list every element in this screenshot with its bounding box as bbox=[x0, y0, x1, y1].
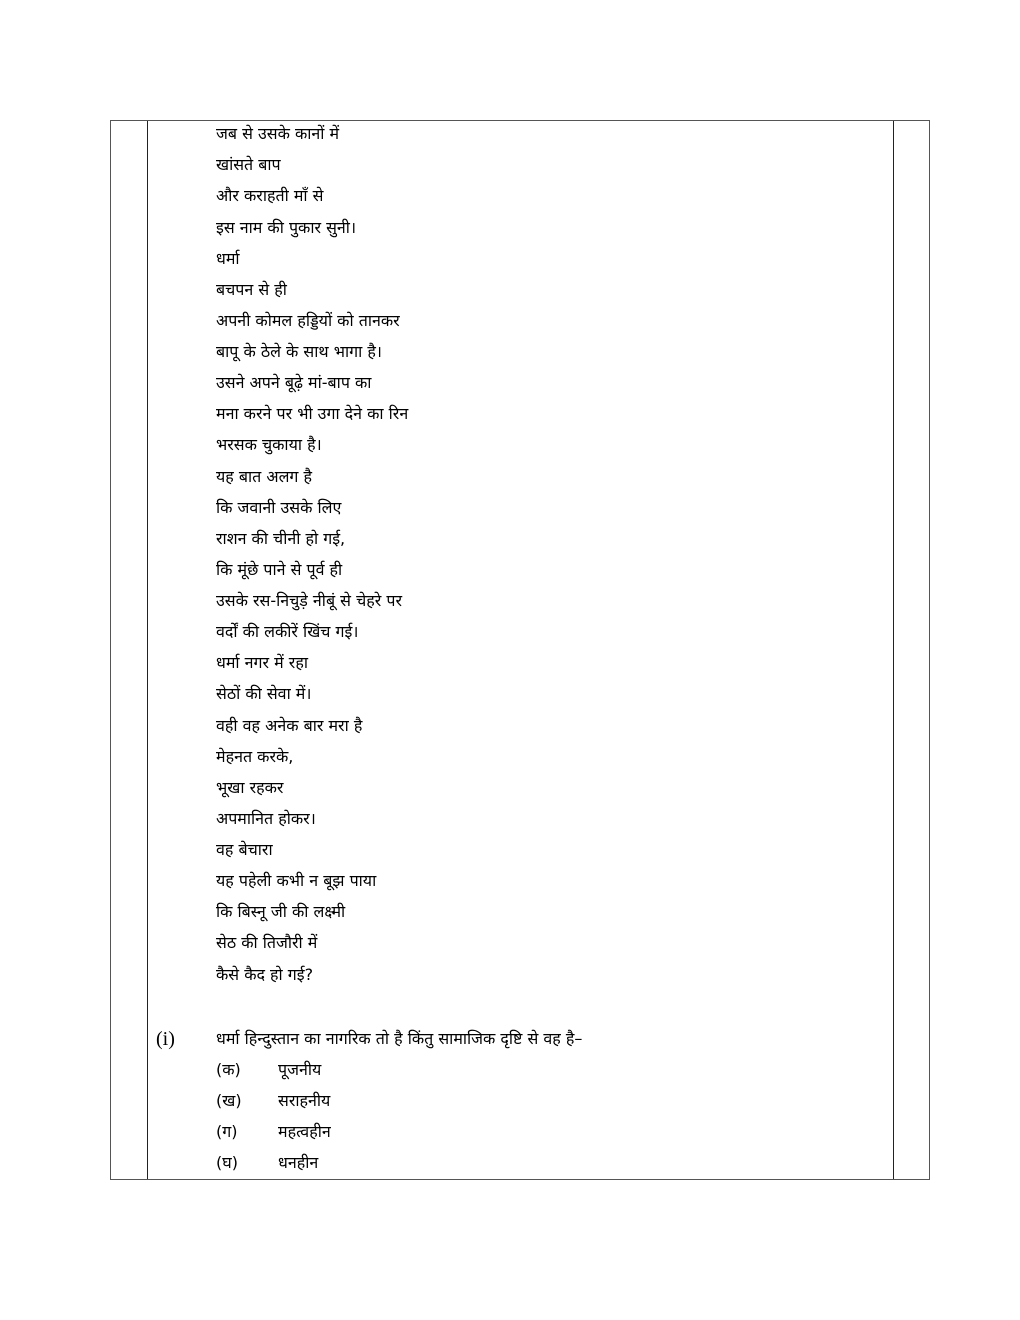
poem-line: मेहनत करके, bbox=[216, 747, 294, 766]
poem-line: यह बात अलग है bbox=[216, 467, 313, 486]
option-text: सराहनीय bbox=[278, 1091, 331, 1110]
question-number: (i) bbox=[156, 1028, 175, 1050]
poem-line: वर्दों की लकीरें खिंच गई। bbox=[216, 622, 359, 641]
poem-line: भूखा रहकर bbox=[216, 778, 284, 797]
column-divider-right bbox=[893, 121, 894, 1179]
option-text: पूजनीय bbox=[278, 1060, 322, 1079]
poem-line: बचपन से ही bbox=[216, 280, 287, 299]
poem-line: और कराहती माँ से bbox=[216, 186, 324, 205]
option-text: धनहीन bbox=[278, 1153, 319, 1172]
poem-line: कि बिस्नू जी की लक्ष्मी bbox=[216, 902, 346, 921]
poem-line: मना करने पर भी उगा देने का रिन bbox=[216, 404, 409, 423]
poem-line: धर्मा नगर में रहा bbox=[216, 653, 308, 672]
poem-line: यह पहेली कभी न बूझ पाया bbox=[216, 871, 377, 890]
poem-line: राशन की चीनी हो गई, bbox=[216, 529, 346, 548]
poem-line: कि जवानी उसके लिए bbox=[216, 498, 342, 517]
poem-line: वही वह अनेक बार मरा है bbox=[216, 716, 363, 735]
column-divider-left bbox=[147, 121, 148, 1179]
poem-line: बापू के ठेले के साथ भागा है। bbox=[216, 342, 382, 361]
poem-line: जब से उसके कानों में bbox=[216, 124, 340, 143]
poem-line: वह बेचारा bbox=[216, 840, 273, 859]
poem-line: खांसते बाप bbox=[216, 155, 281, 174]
poem-line: भरसक चुकाया है। bbox=[216, 435, 322, 454]
poem-line: उसके रस-निचुड़े नीबूं से चेहरे पर bbox=[216, 591, 402, 610]
poem-line: उसने अपने बूढ़े मां-बाप का bbox=[216, 373, 372, 392]
option-label: (ग) bbox=[216, 1122, 238, 1141]
poem-line: अपनी कोमल हड्डियों को तानकर bbox=[216, 311, 400, 330]
poem-line: कैसे कैद हो गई? bbox=[216, 965, 314, 984]
poem-line: सेठों की सेवा में। bbox=[216, 684, 312, 703]
option-label: (घ) bbox=[216, 1153, 238, 1172]
option-label: (क) bbox=[216, 1060, 241, 1079]
question-text: धर्मा हिन्दुस्तान का नागरिक तो है किंतु सामाजिक दृष्टि से वह है– bbox=[216, 1029, 583, 1048]
poem-line: अपमानित होकर। bbox=[216, 809, 316, 828]
poem-line: इस नाम की पुकार सुनी। bbox=[216, 218, 357, 237]
poem-line: कि मूंछे पाने से पूर्व ही bbox=[216, 560, 343, 579]
option-label: (ख) bbox=[216, 1091, 242, 1110]
poem-line: धर्मा bbox=[216, 249, 240, 268]
option-text: महत्वहीन bbox=[278, 1122, 331, 1141]
question-table bbox=[110, 120, 930, 1180]
poem-line: सेठ की तिजौरी में bbox=[216, 933, 318, 952]
